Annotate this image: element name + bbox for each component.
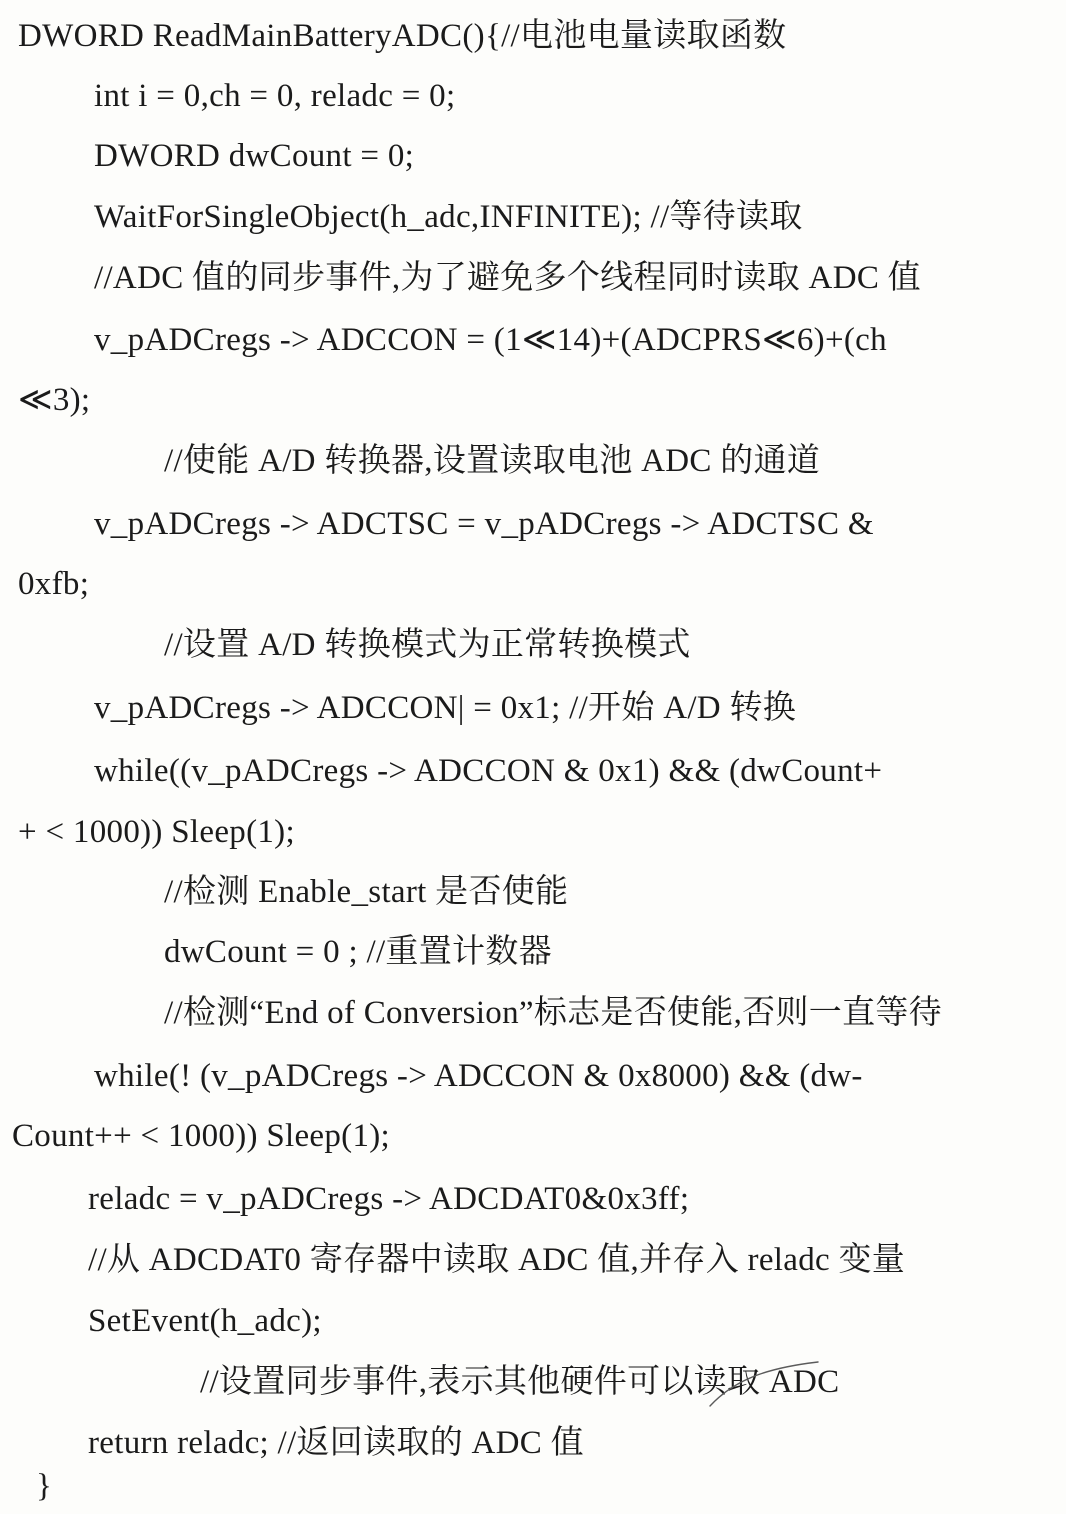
code-line: dwCount = 0 ; //重置计数器 bbox=[164, 934, 552, 970]
code-line: //检测“End of Conversion”标志是否使能,否则一直等待 bbox=[164, 995, 942, 1031]
code-line: WaitForSingleObject(h_adc,INFINITE); //等待读取 bbox=[94, 199, 803, 235]
code-line: v_pADCregs -> ADCCON = (1≪14)+(ADCPRS≪6)+(ch bbox=[94, 322, 887, 358]
code-line: //ADC 值的同步事件,为了避免多个线程同时读取 ADC 值 bbox=[94, 260, 921, 296]
code-line: + < 1000)) Sleep(1); bbox=[18, 814, 295, 850]
code-line: while(! (v_pADCregs -> ADCCON & 0x8000) && (dw- bbox=[94, 1058, 863, 1094]
code-line: Count++ < 1000)) Sleep(1); bbox=[12, 1118, 391, 1154]
code-line: reladc = v_pADCregs -> ADCDAT0&0x3ff; bbox=[88, 1181, 690, 1217]
code-line: //设置 A/D 转换模式为正常转换模式 bbox=[164, 627, 691, 663]
code-line: return reladc; //返回读取的 ADC 值 bbox=[88, 1425, 584, 1461]
code-line: 0xfb; bbox=[18, 566, 90, 602]
code-line: SetEvent(h_adc); bbox=[88, 1303, 322, 1339]
code-line: //使能 A/D 转换器,设置读取电池 ADC 的通道 bbox=[164, 443, 821, 479]
code-line: } bbox=[36, 1468, 53, 1504]
code-line: //设置同步事件,表示其他硬件可以读取 ADC bbox=[200, 1364, 840, 1400]
code-line: ≪3); bbox=[18, 382, 91, 418]
code-line: //检测 Enable_start 是否使能 bbox=[164, 874, 569, 910]
code-line: int i = 0,ch = 0, reladc = 0; bbox=[94, 78, 456, 114]
code-line: //从 ADCDAT0 寄存器中读取 ADC 值,并存入 reladc 变量 bbox=[88, 1242, 906, 1278]
code-line: DWORD ReadMainBatteryADC(){//电池电量读取函数 bbox=[18, 18, 787, 54]
code-line: while((v_pADCregs -> ADCCON & 0x1) && (dwCount+ bbox=[94, 753, 883, 789]
code-line: DWORD dwCount = 0; bbox=[94, 138, 415, 174]
code-line: v_pADCregs -> ADCCON| = 0x1; //开始 A/D 转换 bbox=[94, 690, 797, 726]
code-line: v_pADCregs -> ADCTSC = v_pADCregs -> ADCTSC & bbox=[94, 506, 874, 542]
pen-stroke-mark bbox=[704, 1358, 824, 1410]
